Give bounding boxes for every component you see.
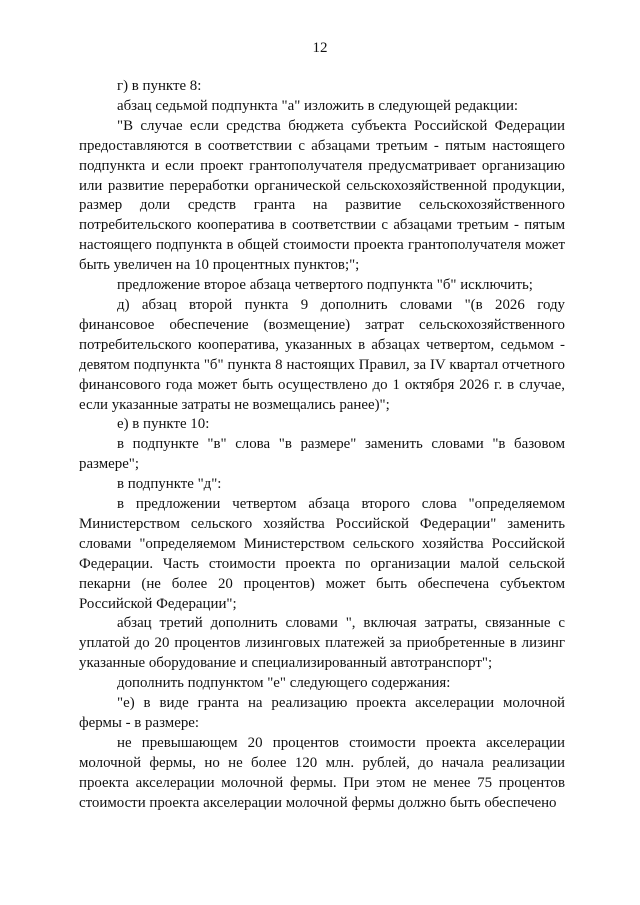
paragraph-sentence-four: в предложении четвертом абзаца второго слова "определяемом Министерством сельского хозяйства Российской Федерации" заменить словами "определяемом Министерством сельского хозяйства Российской Федерации. Часть стоимости проекта по организации малой сельской пекарни (не более 20 процентов) может быть обеспечена субъектом Российской Федерации"; [79, 496, 565, 612]
paragraph-subpoint-d-heading: в подпункте "д": [117, 476, 222, 493]
paragraph-subitem-g: г) в пункте 8: [117, 78, 202, 94]
paragraph-amendment-quote: "В случае если средства бюджета субъекта Российской Федерации предоставляются в соответствии с абзацами третьим - пятым настоящего подпункта и если проект грантополучателя предусматривает организацию или развитие переработки органической сельскохозяйственной продукции, размер доли средств гранта на развитие сельскохозяйственного потребительского кооператива в соответствии с абзацами третьим - пятым настоящего подпункта в общей стоимости проекта грантополучателя может быть увеличен на 10 процентных пунктов;"; [79, 117, 565, 274]
paragraph-subitem-d: д) абзац второй пункта 9 дополнить словами "(в 2026 году финансовое обеспечение (возмещение) затрат сельскохозяйственного потребительского кооператива, указанных в абзацах четвертом, седьмом - девятом подпункта "б" пункта 8 настоящих Правил, за IV квартал отчетного финансового года может быть осуществлено до 1 октября 2026 г. в случае, если указанные затраты не возмещались ранее)"; [79, 296, 565, 413]
paragraph-exclude-sentence: предложение второе абзаца четвертого подпункта "б" исключить; [117, 277, 533, 294]
paragraph-subpoint-v: в подпункте "в" слова "в размере" заменить словами "в базовом размере"; [79, 436, 565, 473]
paragraph-add-subpoint-e: дополнить подпунктом "е" следующего содержания: [117, 675, 451, 692]
page-number: 12 [312, 40, 328, 56]
paragraph-not-exceeding: не превышающем 20 процентов стоимости проекта акселерации молочной фермы, но не более 120 млн. рублей, до начала реализации проекта акселерации молочной фермы. При этом не менее 75 процентов стоимости проекта акселерации молочной фермы должно быть обеспечено [79, 734, 565, 811]
document-body [79, 77, 565, 814]
paragraph-subitem-e: е) в пункте 10: [117, 416, 210, 433]
paragraph-grant-acceleration: "е) в виде гранта на реализацию проекта акселерации молочной фермы - в размере: [79, 695, 565, 731]
paragraph-third-addition: абзац третий дополнить словами ", включая затраты, связанные с уплатой до 20 процентов лизинговых платежей за приобретенные в лизинг указанные оборудование и специализированный автотранспорт"; [79, 615, 565, 672]
paragraph-amendment-intro: абзац седьмой подпункта "а" изложить в следующей редакции: [117, 97, 519, 114]
